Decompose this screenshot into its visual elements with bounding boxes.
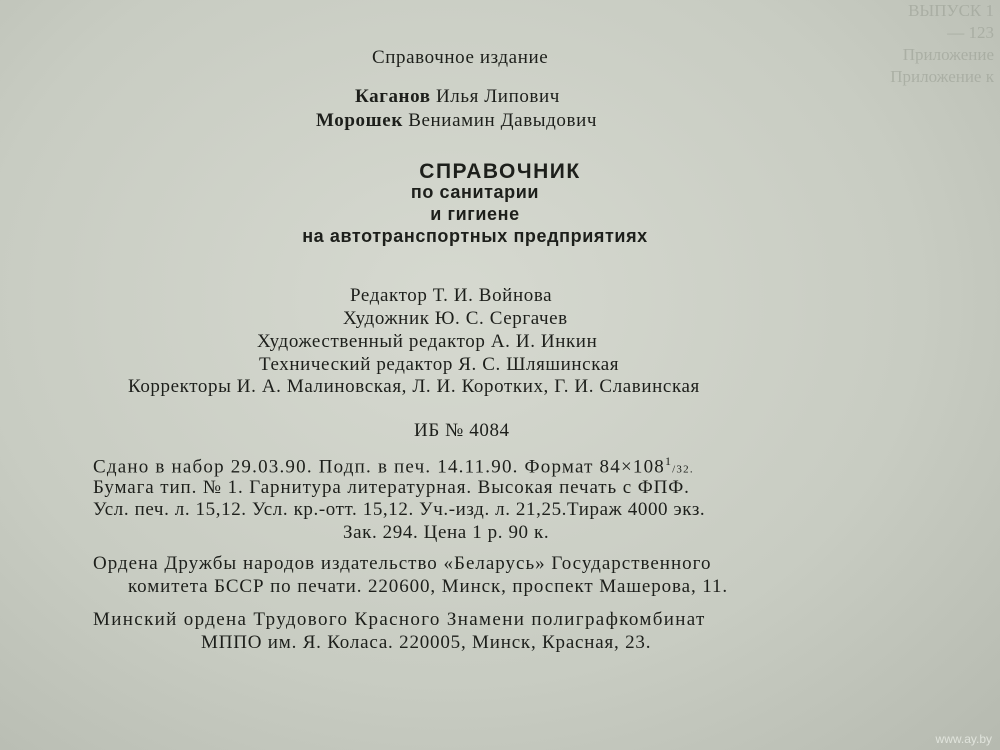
credit-art-editor: Художественный редактор А. И. Инкин [257,331,598,352]
credit-proofreaders: Корректоры И. А. Малиновская, Л. И. Коротких, Г. И. Славинская [128,376,700,397]
credit-tech-editor: Технический редактор Я. С. Шляшинская [259,354,620,375]
edition-type: Справочное издание [372,47,549,68]
printer-line-1: Минский ордена Трудового Красного Знамени полиграфкомбинат [93,609,706,630]
book-subtitle-1: по санитарии [410,182,540,202]
imprint-line-4: Зак. 294. Цена 1 р. 90 к. [343,522,550,543]
publisher-line-2: комитета БССР по печати. 220600, Минск, проспект Машерова, 11. [128,576,728,597]
author-names: Вениамин Давыдович [408,110,598,131]
imprint-line-2: Бумага тип. № 1. Гарнитура литературная. Высокая печать с ФПФ. [93,477,690,498]
imprint-line-3: Усл. печ. л. 15,12. Усл. кр.-отт. 15,12. Уч.-изд. л. 21,25.Тираж 4000 экз. [93,499,706,520]
credit-artist: Художник Ю. С. Сергачев [343,308,568,329]
publisher-line-1: Ордена Дружбы народов издательство «Беларусь» Государственного [93,553,712,574]
book-subtitle-2: и гигиене [430,204,520,224]
watermark: www.ay.by [935,732,992,746]
printer-line-2: МППО им. Я. Коласа. 220005, Минск, Красная, 23. [201,632,652,653]
author-surname: Морошек [316,110,403,131]
author-2 [316,110,597,132]
book-title: СПРАВОЧНИК [419,160,581,183]
author-names: Илья Липович [435,86,560,107]
book-subtitle-3: на автотранспортных предприятиях [302,226,648,246]
author-1 [355,86,560,108]
author-surname: Каганов [355,86,431,107]
bleed-through-text: ВЫПУСК 1 — 123 Приложение Приложение к [890,1,994,86]
credit-editor: Редактор Т. И. Войнова [350,285,553,306]
imprint-line-1: Сдано в набор 29.03.90. Подп. в печ. 14.11.90. Формат $84\times 108^1/32$. [93,454,694,478]
ib-number: ИБ № 4084 [414,420,510,441]
